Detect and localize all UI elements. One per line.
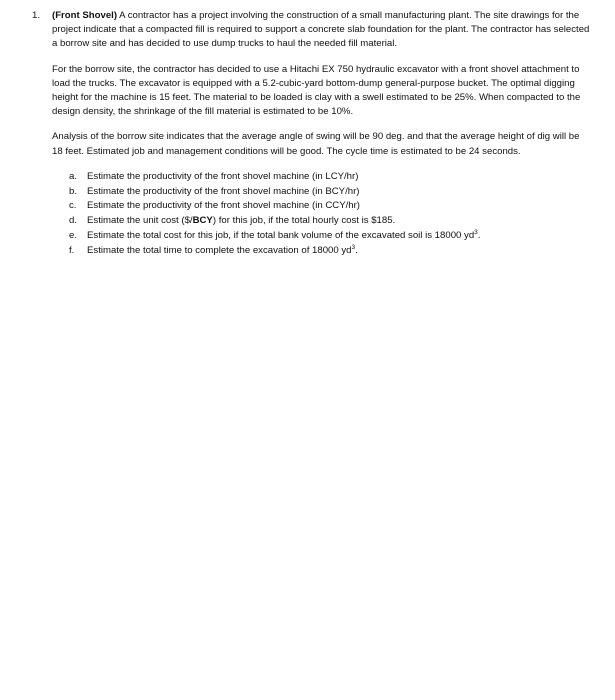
task-text: Estimate the productivity of the front shovel machine (in CCY/hr) <box>87 200 361 212</box>
problem-number: 1. <box>32 10 41 21</box>
task-item-f <box>69 244 592 259</box>
intro-text: A contractor has a project involving the construction of a small manufacturing plant. The site drawings for the project indicate that a compacted fill is required to support a concrete slab foundation for the plant. The contractor has selected a borrow site and has decided to use dump trucks to haul the needed fill material. <box>52 10 590 50</box>
task-letter: a. <box>69 170 78 182</box>
task-list <box>52 170 592 259</box>
site-analysis-paragraph: Analysis of the borrow site indicates that the average angle of swing will be 90 deg. and that the average height of dig will be 18 feet. Estimated job and management conditions will be good. The cycle time is estimated to be 24 seconds. <box>52 131 580 157</box>
task-text-bold: BCY <box>192 215 213 227</box>
task-text-post: . <box>355 244 358 256</box>
task-text: Estimate the total cost for this job, if the total bank volume of the excavated soil is 18000 yd <box>87 230 475 242</box>
task-letter: e. <box>69 230 78 242</box>
task-text: Estimate the total time to complete the excavation of 18000 yd <box>87 244 352 256</box>
task-item-d <box>69 214 592 229</box>
task-superscript: 3 <box>474 228 478 236</box>
task-item-c <box>69 199 592 214</box>
task-letter: f. <box>69 244 75 256</box>
task-item-a <box>69 170 592 185</box>
problem-1 <box>32 9 592 259</box>
problem-title: (Front Shovel) <box>52 10 118 21</box>
task-letter: c. <box>69 200 77 212</box>
task-text: Estimate the productivity of the front shovel machine (in BCY/hr) <box>87 185 360 197</box>
problem-content <box>52 9 592 259</box>
task-text-post: ) for this job, if the total hourly cost is $185. <box>212 215 396 227</box>
task-item-e <box>69 229 592 244</box>
task-item-b <box>69 185 592 200</box>
problem-intro-paragraph <box>52 9 592 52</box>
task-letter: d. <box>69 215 78 227</box>
borrow-site-paragraph: For the borrow site, the contractor has decided to use a Hitachi EX 750 hydraulic excavator with a front shovel attachment to load the trucks. The excavator is equipped with a 5.2-cubic-yard bottom-dump general-purpose bucket. The optimal digging height for the machine is 15 feet. The material to be loaded is clay with a swell estimated to be 25%. When compacted to the design density, the shrinkage of the fill material is estimated to be 10%. <box>52 63 581 118</box>
task-text-post: . <box>477 230 481 242</box>
task-text-pre: Estimate the unit cost ($/ <box>87 215 193 227</box>
task-superscript: 3 <box>351 243 356 251</box>
task-letter: b. <box>69 185 78 197</box>
task-text: Estimate the productivity of the front shovel machine (in LCY/hr) <box>87 170 359 182</box>
